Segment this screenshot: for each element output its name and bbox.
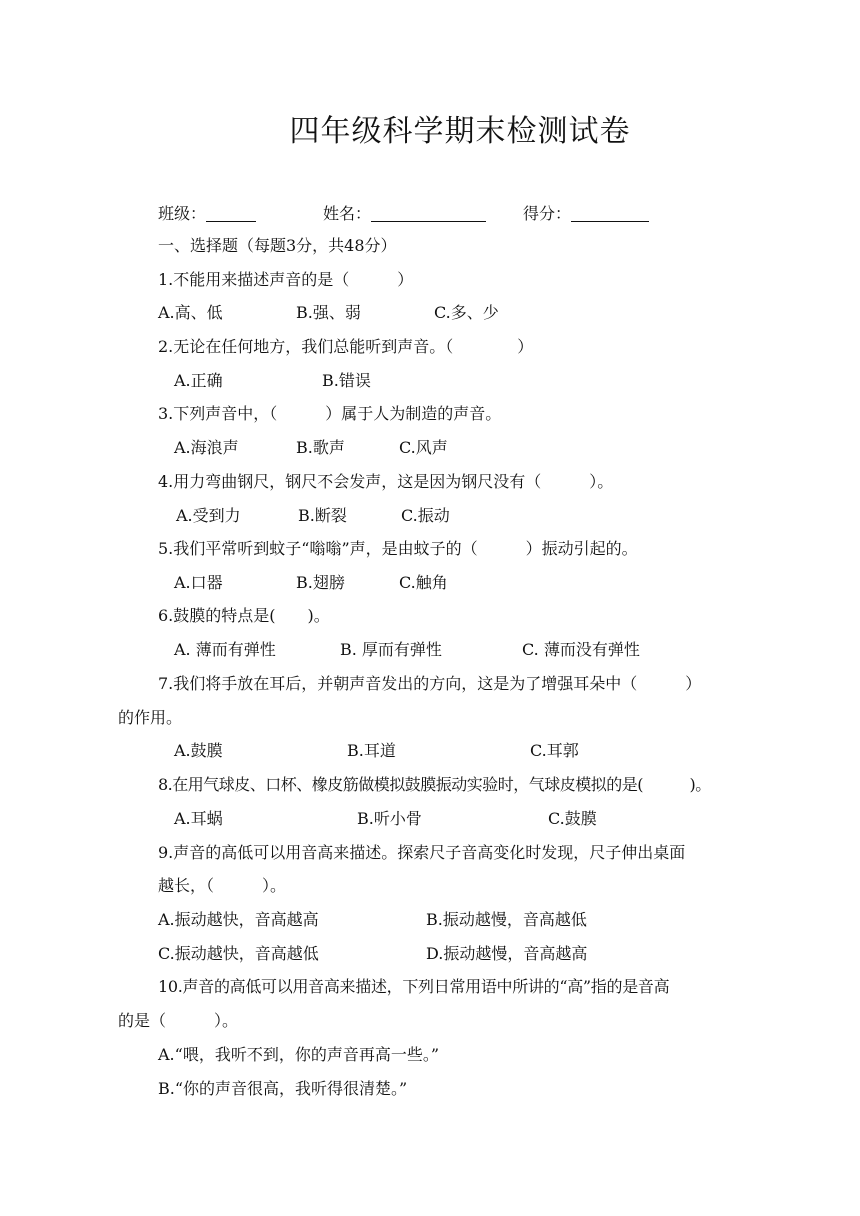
question-stem: 10.声音的高低可以用音高来描述，下列日常用语中所讲的“高”指的是音高 (158, 977, 670, 996)
option-c[interactable]: C.振动 (401, 506, 450, 525)
option-a[interactable]: A.高、低 (158, 303, 223, 322)
class-blank[interactable] (206, 205, 256, 222)
option-c[interactable]: C.鼓膜 (548, 809, 597, 828)
option-c[interactable]: C. 薄而没有弹性 (522, 640, 640, 659)
option-a[interactable]: A. 薄而有弹性 (174, 640, 276, 659)
option-a[interactable]: A.“喂，我听不到，你的声音再高一些。” (158, 1045, 440, 1064)
question-stem: 3.下列声音中，（ ）属于人为制造的声音。 (158, 404, 502, 423)
option-b[interactable]: B. 厚而有弹性 (340, 640, 442, 659)
option-b[interactable]: B.歌声 (296, 438, 345, 457)
option-a[interactable]: A.振动越快，音高越高 (158, 910, 319, 929)
option-b[interactable]: B.“你的声音很高，我听得很清楚。” (158, 1079, 408, 1098)
option-a[interactable]: A.正确 (174, 371, 223, 390)
question-stem: 6.鼓膜的特点是( )。 (158, 606, 330, 625)
option-c[interactable]: C.风声 (399, 438, 448, 457)
option-b[interactable]: B.振动越慢，音高越低 (426, 910, 587, 929)
question-stem: 1.不能用来描述声音的是（ ） (158, 270, 414, 289)
class-label: 班级： (158, 204, 207, 223)
name-label: 姓名： (323, 204, 372, 223)
exam-title: 四年级科学期末检测试卷 (289, 114, 631, 149)
option-b[interactable]: B.强、弱 (296, 303, 361, 322)
question-stem: 4.用力弯曲钢尺，钢尺不会发声，这是因为钢尺没有（ ）。 (158, 472, 614, 491)
score-label: 得分： (523, 204, 572, 223)
option-c[interactable]: C.触角 (399, 573, 448, 592)
name-field (323, 204, 486, 224)
option-a[interactable]: A.耳蜗 (174, 809, 223, 828)
option-c[interactable]: C.多、少 (434, 303, 499, 322)
option-b[interactable]: B.耳道 (347, 741, 396, 760)
option-a[interactable]: A.受到力 (176, 506, 241, 525)
option-c[interactable]: C.振动越快，音高越低 (158, 944, 319, 963)
question-stem: 9.声音的高低可以用音高来描述。探索尺子音高变化时发现，尺子伸出桌面 (158, 843, 686, 862)
score-blank[interactable] (571, 205, 649, 222)
option-a[interactable]: A.口器 (174, 573, 223, 592)
option-d[interactable]: D.振动越慢，音高越高 (426, 944, 588, 963)
section-heading: 一、选择题（每题3分，共48分） (158, 236, 397, 255)
question-stem: 2.无论在任何地方，我们总能听到声音。（ ） (158, 337, 534, 356)
question-stem: 8.在用气球皮、口杯、橡皮筋做模拟鼓膜振动实验时，气球皮模拟的是( )。 (158, 775, 711, 794)
question-stem-continued: 越长，（ ）。 (158, 876, 287, 895)
question-stem-continued: 的作用。 (118, 708, 183, 727)
question-stem: 7.我们将手放在耳后，并朝声音发出的方向，这是为了增强耳朵中（ ） (158, 674, 702, 693)
name-blank[interactable] (371, 205, 486, 222)
question-stem-continued: 的是（ ）。 (118, 1011, 239, 1030)
option-b[interactable]: B.翅膀 (296, 573, 345, 592)
score-field (523, 204, 649, 224)
option-b[interactable]: B.断裂 (298, 506, 347, 525)
question-stem: 5.我们平常听到蚊子“嗡嗡”声，是由蚊子的（ ）振动引起的。 (158, 539, 638, 558)
option-a[interactable]: A.鼓膜 (174, 741, 223, 760)
option-b[interactable]: B.听小骨 (357, 809, 422, 828)
option-c[interactable]: C.耳郭 (530, 741, 579, 760)
option-b[interactable]: B.错误 (322, 371, 371, 390)
option-a[interactable]: A.海浪声 (174, 438, 239, 457)
class-field (158, 204, 256, 224)
